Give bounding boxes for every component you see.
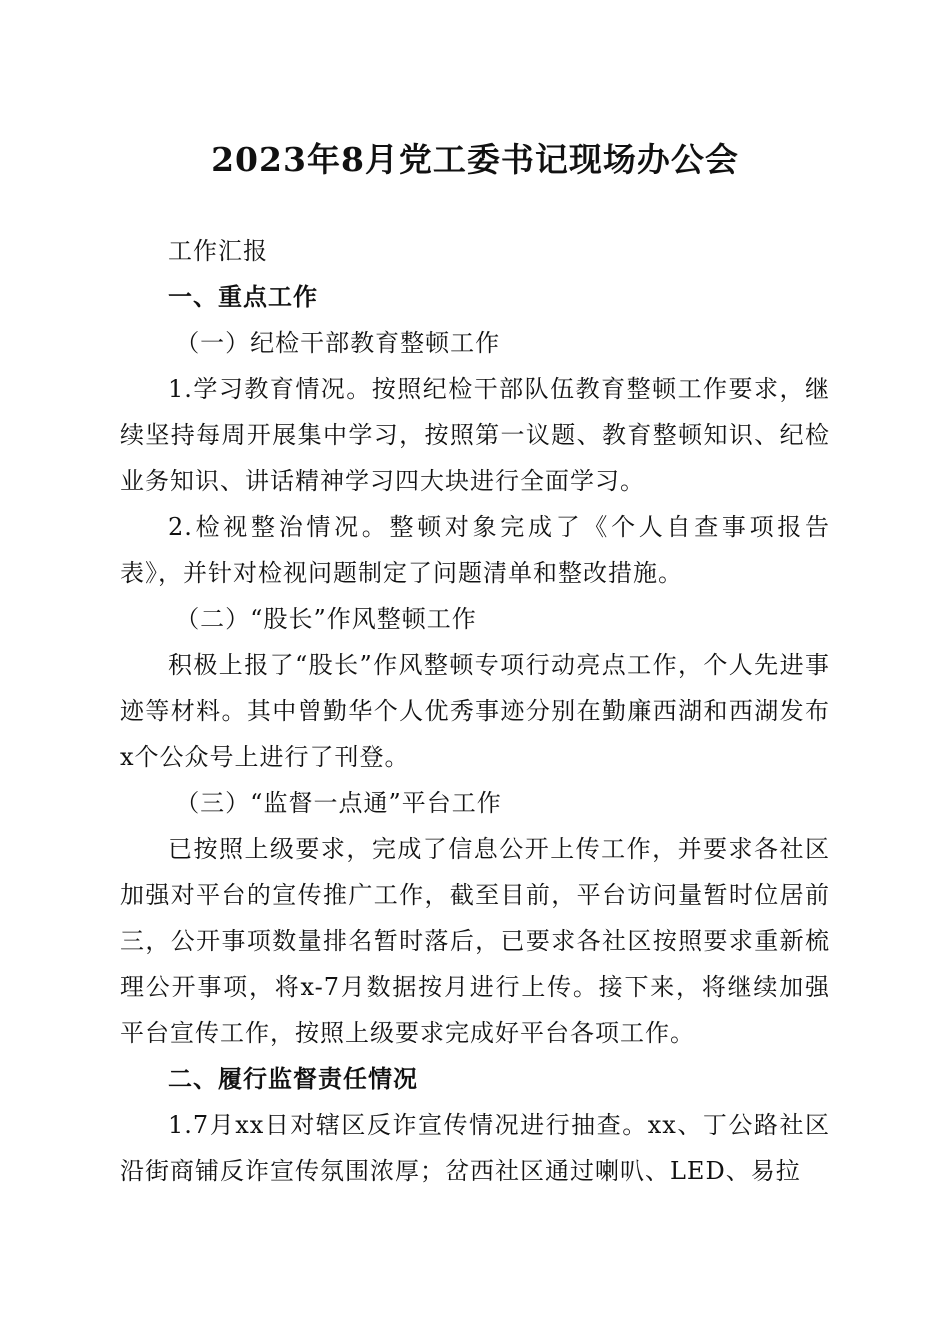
heading-key-work: 一、重点工作 — [168, 283, 318, 311]
paragraph-platform-work: 已按照上级要求，完成了信息公开上传工作，并要求各社区加强对平台的宣传推广工作，截至目前，平台访问量暂时位居前三，公开事项数量排名暂时落后，已要求各社区按照要求重新梳理公开事项，将x-7月数据按月进行上传。接下来，将继续加强平台宣传工作，按照上级要求完成好平台各项工作。 — [120, 835, 830, 1047]
subheading-supervision-platform: （三）“监督一点通”平台工作 — [175, 789, 502, 817]
subheading-section-chief-style: （二）“股长”作风整顿工作 — [175, 605, 477, 633]
heading-supervision-duty: 二、履行监督责任情况 — [168, 1065, 418, 1093]
paragraph-work-report: 工作汇报 — [168, 237, 268, 265]
paragraph-anti-fraud-check: 1.7月xx日对辖区反诈宣传情况进行抽查。xx、丁公路社区沿街商铺反诈宣传氛围浓厚；岔西社区通过喇叭、LED、易拉 — [120, 1111, 830, 1185]
document-body — [120, 228, 830, 1194]
paragraph-inspection-rectification: 2.检视整治情况。整顿对象完成了《个人自查事项报告表》，并针对检视问题制定了问题清单和整改措施。 — [120, 513, 830, 587]
paragraph-section-chief-report: 积极上报了“股长”作风整顿专项行动亮点工作，个人先进事迹等材料。其中曾勤华个人优秀事迹分别在勤廉西湖和西湖发布x个公众号上进行了刊登。 — [120, 651, 830, 771]
subheading-discipline-education: （一）纪检干部教育整顿工作 — [175, 329, 501, 357]
document-title: 2023年8月党工委书记现场办公会 — [211, 140, 739, 179]
paragraph-study-education: 1.学习教育情况。按照纪检干部队伍教育整顿工作要求，继续坚持每周开展集中学习，按照第一议题、教育整顿知识、纪检业务知识、讲话精神学习四大块进行全面学习。 — [120, 375, 830, 495]
